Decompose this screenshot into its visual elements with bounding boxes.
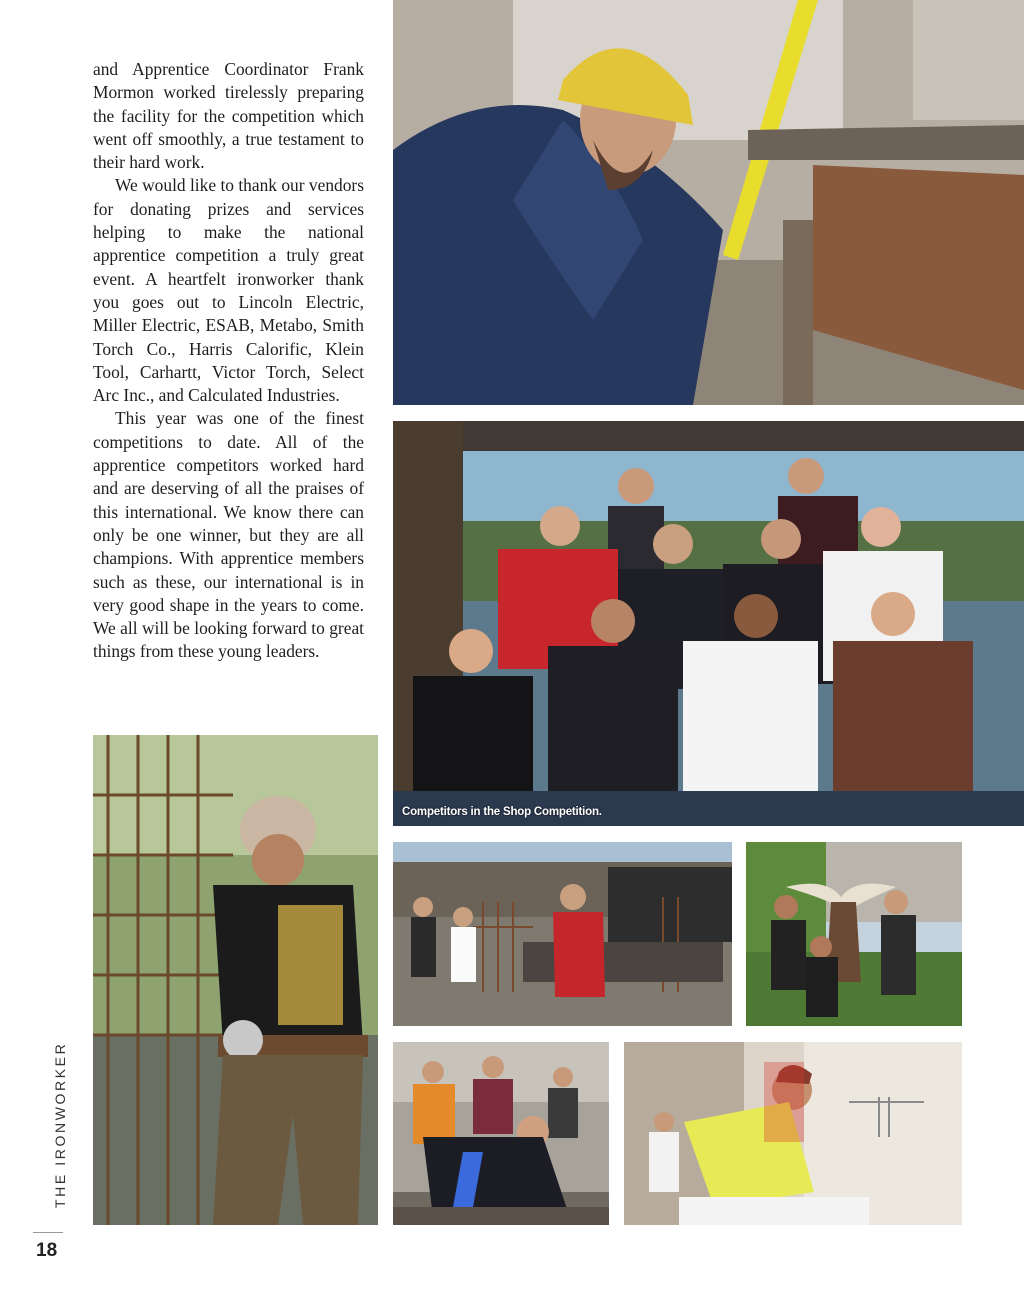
article-paragraph: and Apprentice Coordinator Frank Mormon worked tirelessly preparing the facility for the competition which went off smoothly, a true testament to their hard work.: [93, 59, 364, 173]
footer-rule: [33, 1232, 63, 1233]
photo-yellow-shirt-worker: [624, 1042, 962, 1225]
photo-worker-measuring-beam: [393, 0, 1024, 405]
article-body: [93, 58, 364, 664]
page-number: 18: [36, 1240, 58, 1261]
magazine-title: THE IRONWORKER: [52, 1041, 68, 1208]
photo-group-competitors: [393, 421, 1024, 826]
photo-rebar-worker: [93, 735, 378, 1225]
group-photo-caption: Competitors in the Shop Competition.: [402, 806, 602, 818]
article-paragraph: This year was one of the finest competitions to date. All of the apprentice competitors worked hard and are deserving of all the praises of this international. We know there can only be one winner, but they are all champions. With apprentice members such as these, our international is in very good shape in the years to come. We all will be looking forward to great things from these young leaders.: [93, 408, 364, 662]
photo-longhorn: [746, 842, 962, 1026]
photo-indoor-workers: [393, 1042, 609, 1225]
photo-outdoor-competition: [393, 842, 732, 1026]
article-paragraph: We would like to thank our vendors for donating prizes and services helping to make the national apprentice competition a truly great event. A heartfelt ironworker thank you goes out to Lincoln Electric, Miller Electric, ESAB, Metabo, Smith Torch Co., Harris Calorific, Klein Tool, Carhartt, Victor Torch, Select Arc Inc., and Calculated Industries.: [93, 175, 364, 406]
